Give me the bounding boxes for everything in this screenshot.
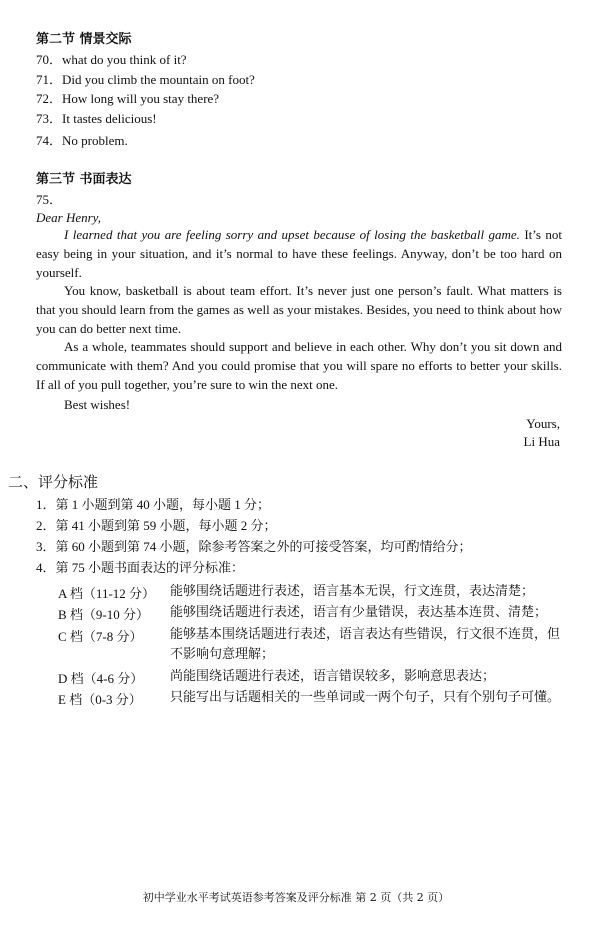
grade-description: 尚能围绕话题进行表述，语言错误较多，影响意思表达； (170, 668, 496, 683)
letter-sign-yours: Yours, (526, 416, 560, 431)
grade-description: 能够基本围绕话题进行表述，语言表达有些错误，行文很不连贯，但不影响句意理解； (170, 626, 561, 661)
list-item: 74．No problem. (36, 133, 128, 148)
letter-paragraph-3: As a whole, teammates should support and believe in each other. Why don’t you sit down and communicate with them? And you could promise that you will spare no efforts to better your skills. If all of you pull together, you’re sure to win the next one. (36, 339, 562, 392)
scoring-rule: 2．第 41 小题到第 59 小题，每小题 2 分； (36, 518, 277, 533)
grade-label: C 档（7-8 分） (58, 629, 143, 644)
list-item: 71．Did you climb the mountain on foot? (36, 72, 255, 87)
scoring-heading: 二、评分标准 (8, 473, 99, 491)
grade-description: 能够围绕话题进行表述，语言基本无误，行文连贯，表达清楚； (170, 583, 535, 598)
section2-heading: 第二节 情景交际 (36, 32, 132, 47)
letter-paragraph-2: You know, basketball is about team effort. It’s never just one person’s fault. What matters is that you should learn from the games as well as your mistakes. Besides, you need to think about how you can do better next time. (36, 283, 562, 336)
grade-description: 能够围绕话题进行表述，语言有少量错误，表达基本连贯、清楚； (170, 604, 548, 619)
scoring-rule: 4．第 75 小题书面表达的评分标准： (36, 560, 245, 575)
letter-signature: Li Hua (523, 434, 560, 449)
grade-description: 只能写出与话题相关的一些单词或一两个句子，只有个别句子可懂。 (170, 689, 561, 704)
list-item: 73．It tastes delicious! (36, 111, 157, 126)
letter-closing: Best wishes! (64, 397, 131, 412)
grade-label: A 档（11-12 分） (58, 586, 156, 601)
grade-label: D 档（4-6 分） (58, 671, 144, 686)
scoring-rule: 3．第 60 小题到第 74 小题，除参考答案之外的可接受答案，均可酌情给分； (36, 539, 472, 554)
grade-label: B 档（9-10 分） (58, 607, 150, 622)
page-footer: 初中学业水平考试英语参考答案及评分标准 第 2 页（共 2 页） (142, 891, 450, 904)
list-item: 72．How long will you stay there? (36, 91, 220, 106)
scoring-rule: 1．第 1 小题到第 40 小题，每小题 1 分； (36, 497, 271, 512)
letter-paragraph-1: I learned that you are feeling sorry and upset because of losing the basketball game. It’s not easy being in your situation, and it’s normal to have these feelings. Anyway, don’t be too hard on yourself. (36, 227, 562, 280)
grade-label: E 档（0-3 分） (58, 692, 142, 707)
section3-heading: 第三节 书面表达 (36, 172, 132, 187)
list-item: 70．what do you think of it? (36, 52, 187, 67)
question-number: 75． (36, 192, 63, 207)
salutation: Dear Henry, (36, 210, 101, 225)
